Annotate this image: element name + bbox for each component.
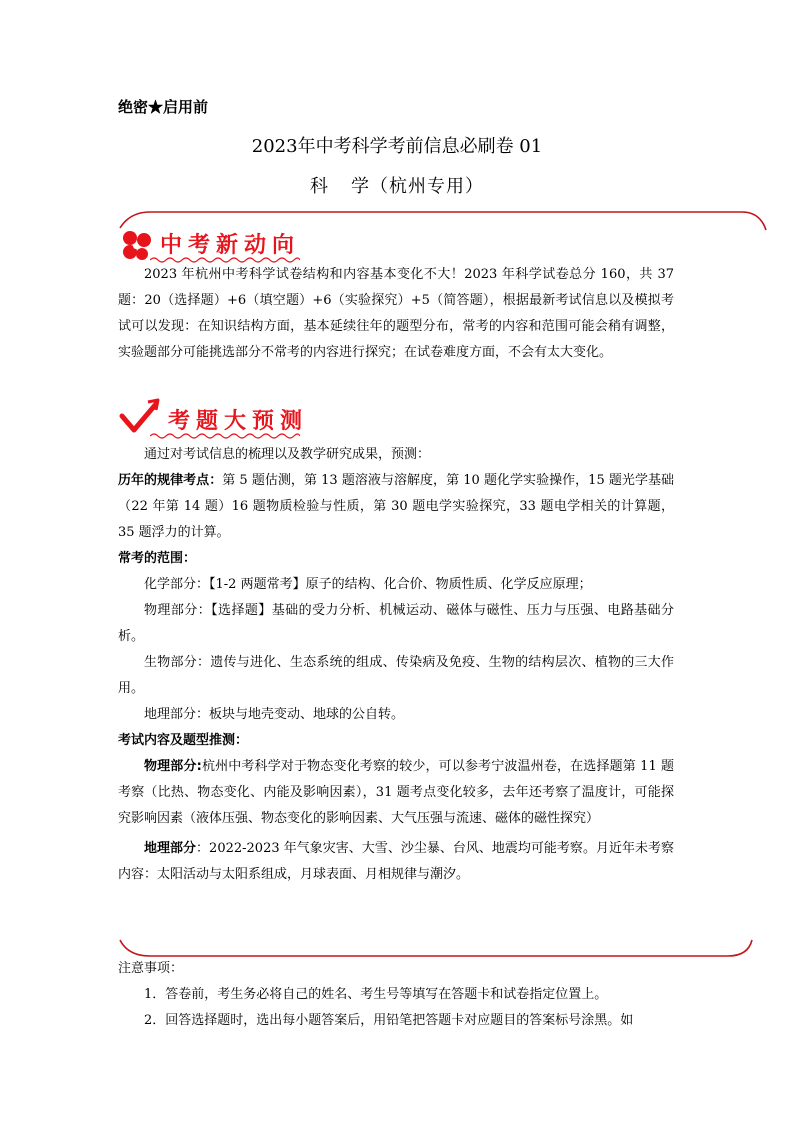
wavy-underline-2 (150, 432, 300, 440)
geo-prediction-label: 地理部分 (144, 841, 197, 856)
chem-range: 化学部分：【1-2 两题常考】原子的结构、化合价、物质性质、化学反应原理； (144, 577, 592, 592)
rule-paragraph (118, 468, 674, 546)
rule-text: 第 5 题估测，第 13 题溶液与溶解度，第 10 题化学实验操作，15 题光学基础（22 年第 14 题）16 题物质检验与性质，第 30 题电学实验探究，33 题电学相关的计算题，35 题浮力的计算。 (118, 473, 674, 540)
predictions-intro: 通过对考试信息的梳理以及教学研究成果，预测： (144, 447, 431, 462)
notes-item-2: 2．回答选择题时，选出每小题答案后，用铅笔把答题卡对应题目的答案标号涂黑。如 (144, 1013, 634, 1028)
phys-prediction (118, 754, 674, 832)
geo-prediction (118, 836, 674, 888)
notes-item-1: 1．答卷前，考生务必将自己的姓名、考生号等填写在答题卡和试卷指定位置上。 (144, 987, 608, 1002)
subject-detail: 学（杭州专用） (351, 176, 484, 197)
subject-label: 科 (310, 176, 329, 197)
range-label: 常考的范围： (118, 551, 197, 566)
paper-subtitle (0, 172, 794, 198)
section-heading-predictions: 考题大预测 (168, 409, 309, 434)
checkmark-arrow-icon (118, 396, 162, 436)
trends-text: 2023 年杭州中考科学试卷结构和内容基本变化不大！2023 年科学试卷总分 160，共 37 题：20（选择题）+6（填空题）+6（实验探究）+5（简答题），根据最新考试信息以及模拟考试可以发现：在知识结构方面，基本延续往年的题型分布，常考的内容和范围可能会稍有调整，实验题部分可能挑选部分不常考的内容进行探究；在试卷难度方面，不会有太大变化。 (118, 267, 674, 360)
geo-prediction-text: ：2022-2023 年气象灾害、大雪、沙尘暴、台风、地震均可能考察。月近年未考察内容：太阳活动与太阳系组成，月球表面、月相规律与潮汐。 (118, 841, 674, 882)
notes-heading: 注意事项： (118, 961, 184, 976)
phys-prediction-text: 杭州中考科学对于物态变化考察的较少，可以参考宁波温州卷，在选择题第 11 题考察（比热、物态变化、内能及影响因素），31 题考点变化较多，去年还考察了温度计，可能探究影响因素（液体压强、物态变化的影响因素、大气压强与流速、磁体的磁性探究） (118, 759, 675, 826)
predictions-body (118, 442, 674, 888)
phys-prediction-label: 物理部分: (144, 759, 202, 774)
phys-range: 物理部分：【选择题】基础的受力分析、机械运动、磁体与磁性、压力与压强、电路基础分析。 (118, 603, 674, 644)
section-heading-trends: 中考新动向 (160, 233, 301, 258)
confidential-mark: 绝密★启用前 (118, 98, 209, 116)
bio-range: 生物部分：遗传与进化、生态系统的组成、传染病及免疫、生物的结构层次、植物的三大作用。 (118, 655, 674, 696)
rule-label: 历年的规律考点： (118, 473, 223, 488)
paper-title: 2023年中考科学考前信息必刷卷 01 (251, 136, 543, 157)
predict-label: 考试内容及题型推测： (118, 733, 249, 748)
geo-range: 地理部分：板块与地壳变动、地球的公自转。 (144, 707, 405, 722)
notes-section (118, 956, 674, 1034)
trends-paragraph (118, 262, 674, 366)
